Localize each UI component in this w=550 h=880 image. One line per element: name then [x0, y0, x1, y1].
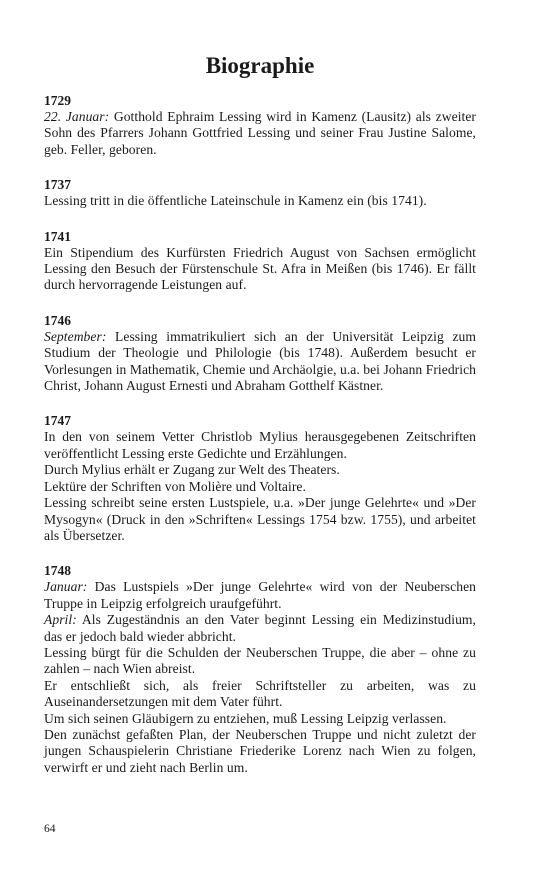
biography-entry — [44, 313, 476, 395]
paragraph-text: Lessing schreibt seine ersten Lustspiele, u.a. »Der junge Gelehrte« und »Der Mysogyn« (Druck in den »Schriften« Lessings 1754 bzw. 1755), und arbeitet als Übersetzer. — [44, 495, 476, 543]
entry-paragraph — [44, 479, 476, 495]
biography-entry — [44, 413, 476, 544]
entry-paragraph — [44, 711, 476, 727]
paragraph-text: Lessing tritt in die öffentliche Lateinschule in Kamenz ein (bis 1741). — [44, 193, 427, 209]
paragraph-text: Er entschließt sich, als freier Schriftsteller zu arbeiten, was zu Auseinandersetzungen mit dem Vater führt. — [44, 677, 476, 710]
entry-paragraph — [44, 462, 476, 478]
page-number: 64 — [44, 823, 56, 835]
page-body — [44, 52, 476, 795]
entry-year: 1748 — [44, 563, 71, 579]
date-lead: 22. Januar: — [44, 109, 110, 124]
entry-year: 1746 — [44, 312, 71, 328]
biography-entry — [44, 177, 476, 209]
biography-entry — [44, 229, 476, 294]
entry-year: 1729 — [44, 93, 71, 108]
entry-paragraph — [44, 245, 476, 294]
entry-paragraph — [44, 645, 476, 678]
entry-paragraph — [44, 329, 476, 395]
biography-entry — [44, 93, 476, 158]
date-lead: September: — [44, 328, 107, 344]
paragraph-text: Lessing bürgt für die Schulden der Neuberschen Truppe, die aber – ohne zu zahlen – nach Wien abreist. — [44, 644, 476, 677]
entry-year: 1741 — [44, 228, 71, 244]
date-lead: Januar: — [44, 579, 88, 595]
entry-paragraph — [44, 727, 476, 776]
paragraph-text: In den von seinem Vetter Christlob Mylius herausgegebenen Zeitschriften veröffentlicht Lessing erste Gedichte und Erzählungen. — [44, 429, 476, 461]
paragraph-text: Den zunächst gefaßten Plan, der Neuberschen Truppe und nicht zuletzt der jungen Schauspielerin Christiane Friederike Lorenz nach Wien zu folgen, verwirft er und zieht nach Berlin um. — [44, 726, 476, 775]
entry-paragraph — [44, 579, 476, 612]
paragraph-text: Lektüre der Schriften von Molière und Voltaire. — [44, 478, 306, 494]
date-lead: April: — [44, 612, 77, 628]
entry-year: 1747 — [44, 413, 71, 429]
paragraph-text: Gotthold Ephraim Lessing wird in Kamenz (Lausitz) als zweiter Sohn des Pfarrers Johann Gottfried Lessing und seiner Frau Justine Salome, geb. Feller, geboren. — [44, 109, 477, 157]
biography-entry — [44, 563, 476, 776]
entry-paragraph — [44, 678, 476, 711]
entry-paragraph — [44, 109, 476, 158]
entry-year: 1737 — [44, 177, 71, 193]
entry-paragraph — [44, 193, 476, 209]
entry-paragraph — [44, 429, 476, 462]
paragraph-text: Lessing immatrikuliert sich an der Universität Leipzig zum Studium der Theologie und Philologie (bis 1748). Außerdem besucht er Vorlesungen in Mathematik, Chemie und Archäolgie, u.a. bei Johann Friedrich Christ, Johann August Ernesti und Abraham Gotthelf Kästner. — [44, 328, 476, 394]
paragraph-text: Um sich seinen Gläubigern zu entziehen, muß Lessing Leipzig verlassen. — [44, 710, 447, 726]
paragraph-text: Ein Stipendium des Kurfürsten Friedrich August von Sachsen ermöglicht Lessing den Besuch der Fürstenschule St. Afra in Meißen (bis 1746). Er fällt durch hervorragende Leistungen auf. — [44, 244, 476, 293]
page-title: Biographie — [205, 53, 315, 78]
paragraph-text: Das Lustspiels »Der junge Gelehrte« wird von der Neuberschen Truppe in Leipzig erfolgreich uraufgeführt. — [44, 579, 476, 611]
paragraph-text: Durch Mylius erhält er Zugang zur Welt des Theaters. — [44, 462, 340, 478]
entry-paragraph — [44, 612, 476, 645]
paragraph-text: Als Zugeständnis an den Vater beginnt Lessing ein Medizinstudium, das er jedoch bald wieder abbricht. — [44, 612, 476, 644]
entry-paragraph — [44, 495, 476, 544]
